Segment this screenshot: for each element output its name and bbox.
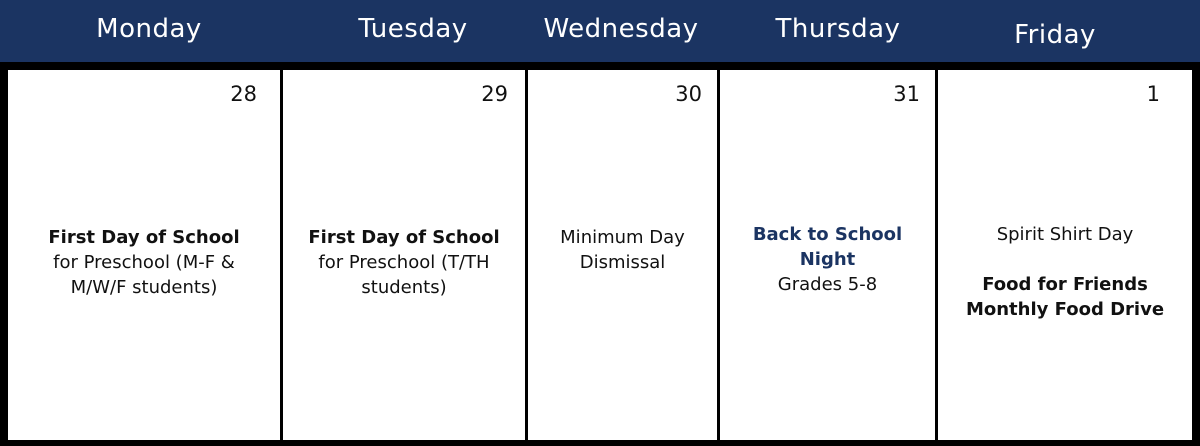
weekday-header <box>0 0 1200 62</box>
day-header-wednesday: Wednesday <box>543 14 699 44</box>
event-block <box>720 222 935 297</box>
event-detail: Spirit Shirt Day <box>996 224 1134 245</box>
event-block <box>528 225 717 275</box>
event-title: First Day of School <box>48 227 240 248</box>
date-number: 30 <box>675 82 702 106</box>
event-block <box>8 225 280 300</box>
day-header-friday: Friday <box>1014 20 1096 50</box>
event-title: Food for Friends <box>982 274 1148 295</box>
event-title: First Day of School <box>308 227 500 248</box>
event-detail: for Preschool (M-F & <box>53 252 235 273</box>
event-detail: Minimum Day <box>560 227 685 248</box>
date-number: 28 <box>230 82 257 106</box>
event-detail: Dismissal <box>579 252 666 273</box>
event-title: Back to School <box>752 224 903 245</box>
day-header-thursday: Thursday <box>775 14 901 44</box>
day-cell-thursday <box>720 70 935 440</box>
day-cell-tuesday <box>283 70 525 440</box>
event-detail: for Preschool (T/TH <box>318 252 490 273</box>
date-number: 29 <box>481 82 508 106</box>
event-title: Monthly Food Drive <box>965 299 1165 320</box>
event-block <box>938 222 1192 322</box>
date-number: 1 <box>1146 82 1160 106</box>
day-cell-friday <box>938 70 1192 440</box>
event-detail: students) <box>361 277 447 298</box>
day-cell-monday <box>8 70 280 440</box>
event-title: Night <box>799 249 856 270</box>
day-header-tuesday: Tuesday <box>358 14 468 44</box>
event-detail: M/W/F students) <box>70 277 218 298</box>
event-detail: Grades 5-8 <box>777 274 878 295</box>
day-cell-wednesday <box>528 70 717 440</box>
day-header-monday: Monday <box>96 14 202 44</box>
event-block <box>283 225 525 300</box>
date-number: 31 <box>893 82 920 106</box>
spacer <box>938 247 1192 272</box>
